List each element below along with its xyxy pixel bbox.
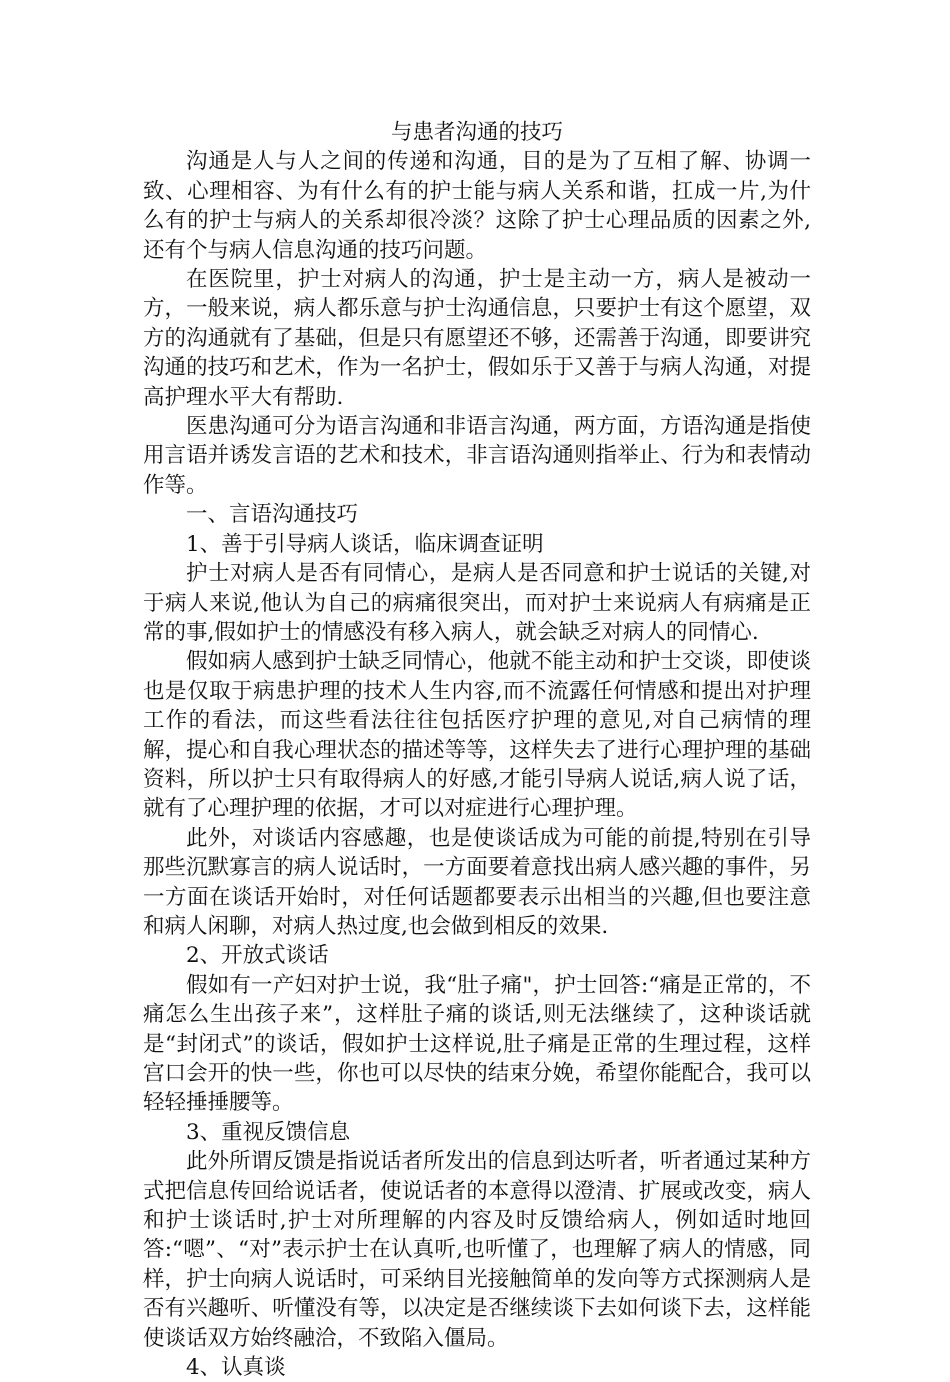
paragraph: 医患沟通可分为语言沟通和非语言沟通，两方面，方语沟通是指使用言语并诱发言语的艺术和技术，非言语沟通则指举止、行为和表情动作等。 <box>143 414 811 498</box>
paragraph: 此外所谓反馈是指说话者所发出的信息到达听者，听者通过某种方式把信息传回给说话者，使说话者的本意得以澄清、扩展或改变，病人和护士谈话时,护士对所理解的内容及时反馈给病人，例如适时地回答:“嗯”、“对”表示护士在认真听,也听懂了，也理解了病人的情感，同样，护士向病人说话时，可采纳目光接触简单的发向等方式探测病人是否有兴趣听、听懂没有等，以决定是否继续谈下去如何谈下去，这样能使谈话双方始终融洽，不致陷入僵局。 <box>143 1149 811 1351</box>
subsection-heading: 4、认真谈 <box>186 1355 286 1381</box>
paragraph: 假如病人感到护士缺乏同情心，他就不能主动和护士交谈，即使谈也是仅取于病患护理的技术人生内容,而不流露任何情感和提出对护理工作的看法，而这些看法往往包括医疗护理的意见,对自己病情的理解，提心和自我心理状态的描述等等，这样失去了进行心理护理的基础资料，所以护士只有取得病人的好感,才能引导病人说话,病人说了话，就有了心理护理的依据，才可以对症进行心理护理。 <box>143 649 811 822</box>
paragraph: 沟通是人与人之间的传递和沟通，目的是为了互相了解、协调一致、心理相容、为有什么有的护士能与病人关系和谐，扛成一片,为什么有的护士与病人的关系却很冷淡？这除了护士心理品质的因素之外,还有个与病人信息沟通的技巧问题。 <box>143 149 811 263</box>
subsection-heading: 3、重视反馈信息 <box>186 1119 351 1145</box>
section-heading: 一、言语沟通技巧 <box>186 502 359 528</box>
subsection-heading: 2、开放式谈话 <box>186 943 329 969</box>
paragraph: 护士对病人是否有同情心，是病人是否同意和护士说话的关键,对于病人来说,他认为自己的病痛很突出，而对护士来说病人有病痛是正常的事,假如护士的情感没有移入病人，就会缺乏对病人的同情心. <box>143 561 811 645</box>
document-title: 与患者沟通的技巧 <box>390 120 563 145</box>
paragraph: 在医院里，护士对病人的沟通，护士是主动一方，病人是被动一方，一般来说，病人都乐意与护士沟通信息，只要护士有这个愿望，双方的沟通就有了基础，但是只有愿望还不够，还需善于沟通，即要讲究沟通的技巧和艺术，作为一名护士，假如乐于又善于与病人沟通，对提高护理水平大有帮助. <box>143 267 811 410</box>
paragraph: 此外，对谈话内容感趣，也是使谈话成为可能的前提,特别在引导那些沉默寡言的病人说话时，一方面要着意找出病人感兴趣的事件，另一方面在谈话开始时，对任何话题都要表示出相当的兴趣,但也要注意和病人闲聊，对病人热过度,也会做到相反的效果. <box>143 825 811 939</box>
document-page <box>143 118 811 1382</box>
paragraph: 假如有一产妇对护士说，我“肚子痛"，护士回答:“痛是正常的，不痛怎么生出孩子来”，这样肚子痛的谈话,则无法继续了，这种谈话就是“封闭式”的谈话，假如护士这样说,肚子痛是正常的生理过程，这样宫口会开的快一些，你也可以尽快的结束分娩，希望你能配合，我可以轻轻捶捶腰等。 <box>143 972 811 1116</box>
subsection-heading: 1、善于引导病人谈话，临床调查证明 <box>186 531 544 557</box>
